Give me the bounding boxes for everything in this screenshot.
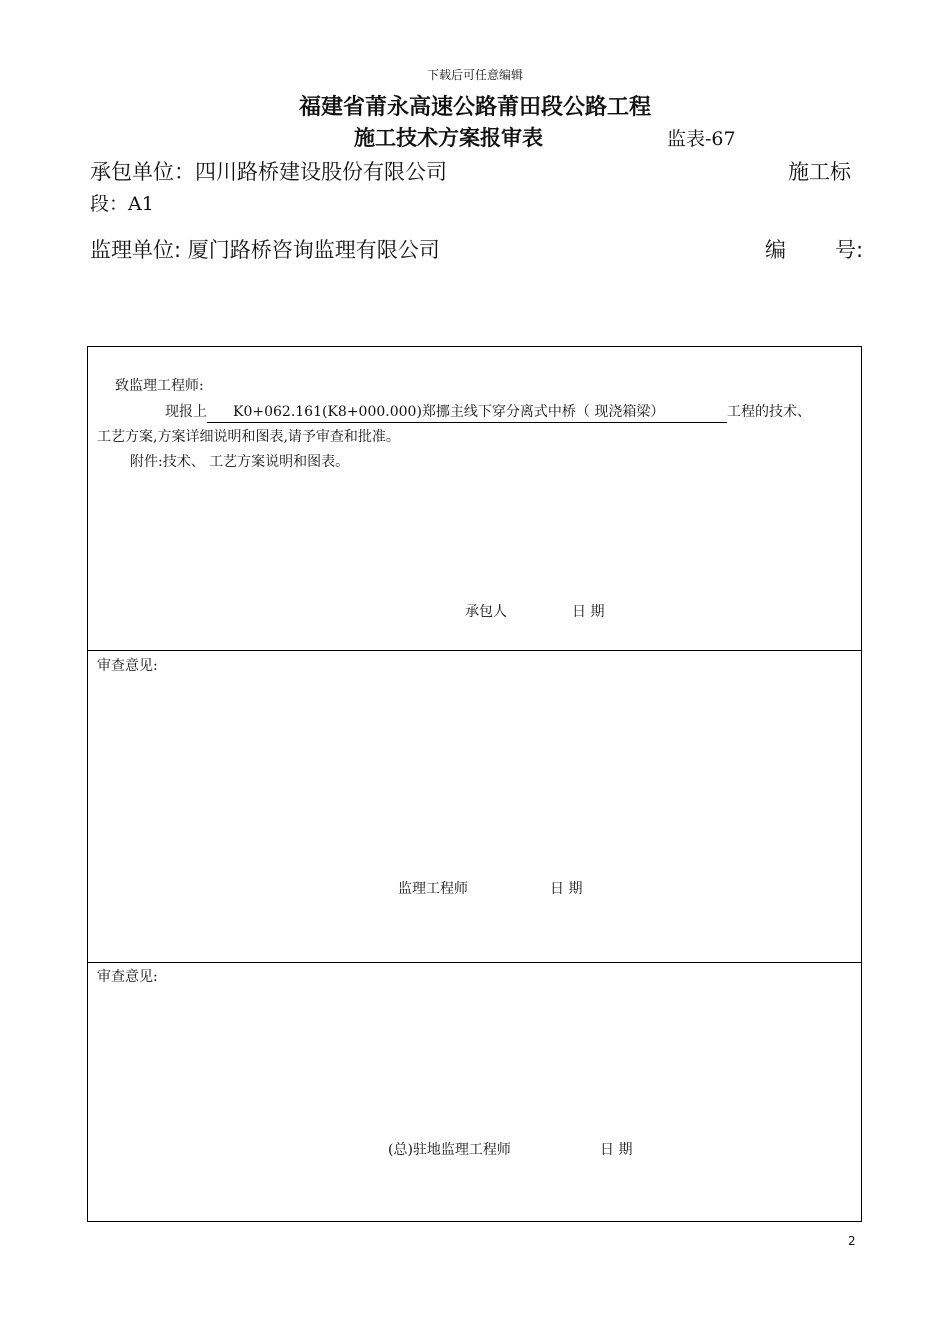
watermark-text: 下载后可任意编辑 xyxy=(426,68,523,82)
attachment-line: 附件:技术、 工艺方案说明和图表。 xyxy=(130,454,350,470)
review-form-table xyxy=(87,346,862,1222)
greeting-line: 致监理工程师: xyxy=(115,378,204,394)
resident-engineer-signature-label: (总)驻地监理工程师 xyxy=(388,1142,511,1158)
section-label: 施工标 xyxy=(788,160,851,184)
contractor-date-label: 日 期 xyxy=(572,604,605,620)
engineer-date-label: 日 期 xyxy=(550,881,583,897)
supervision-unit: 监理单位: 厦门路桥咨询监理有限公司 xyxy=(90,238,440,262)
row-divider xyxy=(88,650,861,651)
number-label-part2: 号: xyxy=(835,238,864,262)
report-continuation: 工艺方案,方案详细说明和图表,请予审查和批准。 xyxy=(97,429,400,445)
report-suffix: 工程的技术、 xyxy=(727,404,811,420)
resident-engineer-date-label: 日 期 xyxy=(600,1142,633,1158)
contractor-unit: 承包单位：四川路桥建设股份有限公司 xyxy=(90,160,447,184)
report-line xyxy=(165,400,811,424)
document-title: 福建省莆永高速公路莆田段公路工程 xyxy=(298,95,651,120)
review-opinion-label: 审查意见: xyxy=(97,658,158,674)
page-number: 2 xyxy=(848,1234,856,1248)
row-divider xyxy=(88,962,861,963)
engineer-signature-label: 监理工程师 xyxy=(398,881,468,897)
report-prefix: 现报上 xyxy=(165,404,207,420)
section-value: 段：A1 xyxy=(90,193,154,215)
review-opinion-label: 审查意见: xyxy=(97,969,158,985)
form-number: 监表-67 xyxy=(667,128,736,150)
form-title: 施工技术方案报审表 xyxy=(354,126,543,150)
number-label-part1: 编 xyxy=(765,238,786,262)
contractor-signature-label: 承包人 xyxy=(465,604,507,620)
project-name-field: K0+062.161(K8+000.000)郑挪主线下穿分离式中桥（ 现浇箱梁） xyxy=(207,402,727,423)
